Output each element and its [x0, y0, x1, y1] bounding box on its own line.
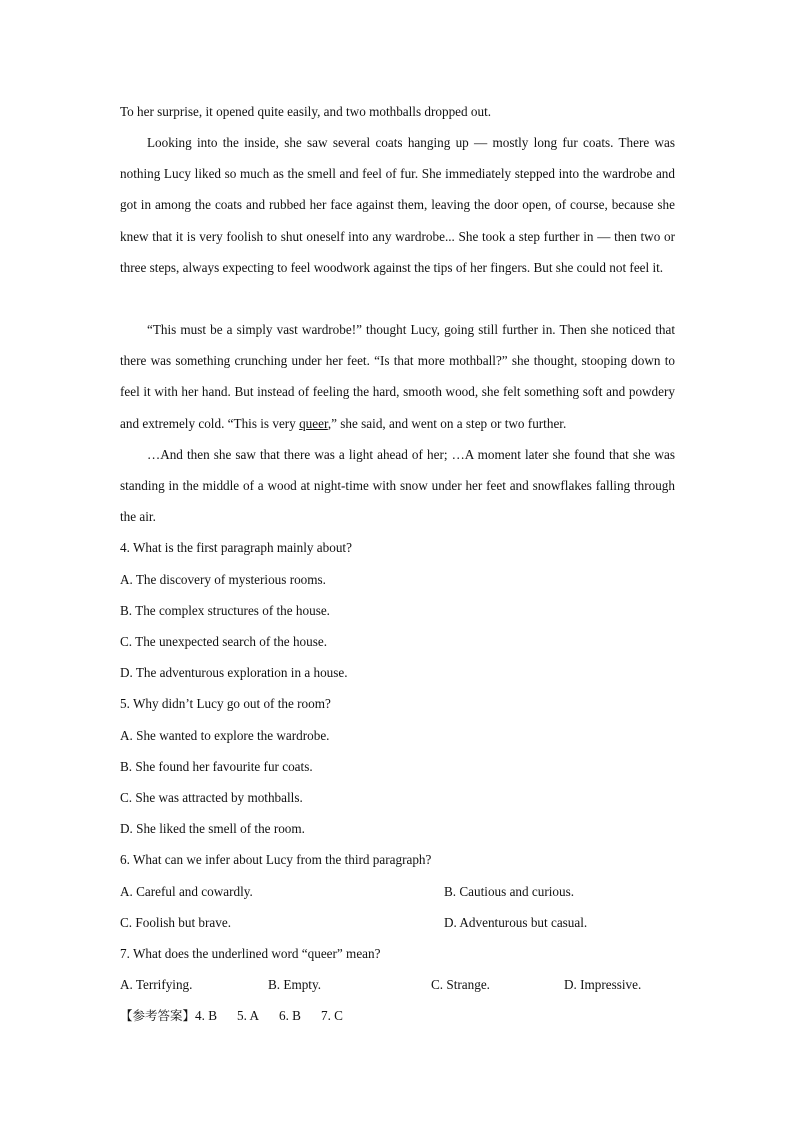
answer-4: 4. B	[195, 1008, 217, 1023]
question-7-option-c: C. Strange.	[431, 977, 490, 992]
passage-paragraph-1: Looking into the inside, she saw several coats hanging up — mostly long fur coats. There was nothing Lucy liked so much as the smell and feel of fur. She immediately stepped into the wardrobe and got in among the coats and rubbed her face against them, leaving the door open, of course, because she knew that it is very foolish to shut oneself into any wardrobe... She took a step further in — then two or three steps, always expecting to feel woodwork against the tips of her fingers. But she could not feel it.	[120, 135, 675, 275]
question-7-stem: 7. What does the underlined word “queer” mean?	[120, 946, 381, 961]
question-5-option-a: A. She wanted to explore the wardrobe.	[120, 728, 330, 743]
question-4-stem: 4. What is the first paragraph mainly about?	[120, 540, 352, 555]
answer-6: 6. B	[278, 1008, 301, 1023]
question-6-option-d: D. Adventurous but casual.	[444, 915, 588, 930]
underlined-word-queer: queer	[299, 415, 328, 431]
question-4-option-a: A. The discovery of mysterious rooms.	[120, 572, 326, 587]
question-5-stem: 5. Why didn’t Lucy go out of the room?	[120, 696, 331, 711]
passage-paragraph-2-text-b: ,” she said, and went on a step or two further.	[327, 415, 567, 431]
passage-paragraph-2-text-a: “This must be a simply vast wardrobe!” thought Lucy, going still further in. Then she noticed that there was something crunching under her feet. “Is that more mothball?” she thought, stooping down to feel it with her hand. But instead of feeling the hard, smooth wood, she felt something soft and powdery and extremely cold. “This is very	[120, 322, 675, 431]
question-5-option-c: C. She was attracted by mothballs.	[120, 790, 303, 805]
answer-key	[120, 1006, 343, 1026]
question-5-option-d: D. She liked the smell of the room.	[120, 821, 305, 836]
question-4-option-c: C. The unexpected search of the house.	[120, 634, 328, 649]
question-7-option-b: B. Empty.	[268, 977, 321, 992]
answer-key-tag: 【参考答案】	[120, 1008, 196, 1023]
passage-paragraph-2	[120, 314, 675, 439]
question-6-option-a: A. Careful and cowardly.	[120, 884, 253, 899]
question-6-option-b: B. Cautious and curious.	[444, 884, 575, 899]
answer-7: 7. C	[320, 1008, 343, 1023]
question-7-option-d: D. Impressive.	[564, 977, 642, 992]
answer-5: 5. A	[237, 1008, 259, 1023]
question-4-option-b: B. The complex structures of the house.	[120, 603, 330, 618]
question-6-stem: 6. What can we infer about Lucy from the third paragraph?	[120, 852, 432, 867]
question-5-option-b: B. She found her favourite fur coats.	[120, 759, 313, 774]
question-4-option-d: D. The adventurous exploration in a house.	[120, 665, 348, 680]
question-6-option-c: C. Foolish but brave.	[120, 915, 231, 930]
passage-paragraph-0: To her surprise, it opened quite easily, and two mothballs dropped out.	[120, 104, 492, 119]
passage-paragraph-3: …And then she saw that there was a light ahead of her; …A moment later she found that she was standing in the middle of a wood at night-time with snow under her feet and snowflakes falling through the air.	[120, 447, 675, 525]
question-7-option-a: A. Terrifying.	[120, 977, 193, 992]
